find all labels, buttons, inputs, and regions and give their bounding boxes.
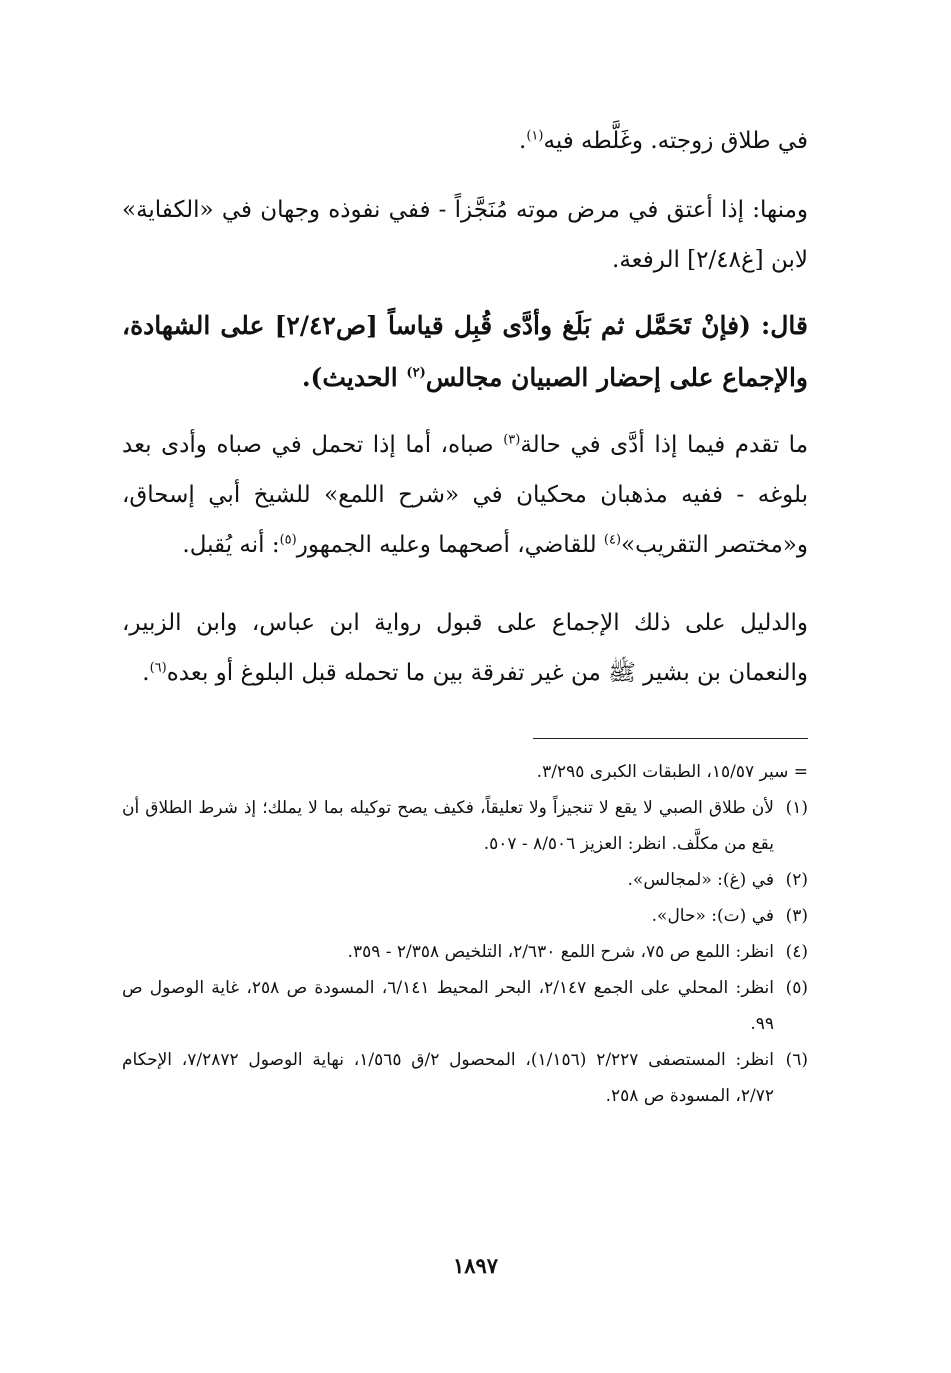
paragraph-1-text: في طلاق زوجته. وغَلَّطه فيه (543, 128, 808, 154)
footnote-ref-5: (٥) (279, 532, 297, 548)
paragraph-3-text-a: قال: (فإنْ تَحَمَّل ثم بَلَغ وأدَّى قُبِل قياساً [ص٢/٤٢] على الشهادة، والإجماع على إحضار الصبيان مجالس (122, 311, 808, 392)
footnote-item (122, 862, 808, 898)
footnote-ref-6: (٦) (149, 660, 167, 676)
paragraph-3-quote (122, 300, 808, 404)
footnote-ref-2: (٢) (406, 365, 426, 381)
footnote-item (122, 934, 808, 970)
paragraph-4-text-d: : أنه يُقبل. (182, 532, 280, 558)
footnote-item (122, 1042, 808, 1114)
footnote-number: (٥) (785, 978, 808, 998)
footnote-item (122, 898, 808, 934)
paragraph-2-text: ومنها: إذا أعتق في مرض موته مُنَجَّزاً - ففي نفوذه وجهان في «الكفاية» لابن [غ٢/٤٨] الرفعة. (122, 197, 808, 273)
footnote-number: (٤) (785, 942, 808, 962)
footnote-item (122, 970, 808, 1042)
footnote-text: انظر: المستصفى ٢/٢٢٧ (١/١٥٦)، المحصول ٢/ق ١/٥٦٥، نهاية الوصول ٧/٢٨٧٢، الإحكام ٢/٧٢، المسودة ص ٢٥٨. (122, 1050, 774, 1106)
paragraph-5-text: والدليل على ذلك الإجماع على قبول رواية ابن عباس، وابن الزبير، والنعمان بن بشير ﷺ من غير تفرقة بين ما تحمله قبل البلوغ أو بعده (122, 610, 808, 686)
footnote-item (122, 790, 808, 862)
footnotes (122, 754, 808, 1114)
paragraph-5 (122, 598, 808, 698)
page-number: ١٨٩٧ (452, 1253, 499, 1278)
paragraph-4-text-a: ما تقدم فيما إذا أدَّى في حالة (520, 432, 809, 458)
footnote-ref-1: (١) (526, 128, 544, 144)
footnote-continuation: = سير ١٥/٥٧، الطبقات الكبرى ٣/٢٩٥. (536, 762, 808, 782)
paragraph-4-text-c: للقاضي، أصحهما وعليه الجمهور (296, 532, 597, 558)
footnote-ref-3: (٣) (503, 432, 521, 448)
footnote-text: في (غ): «لمجالس». (627, 870, 774, 890)
footnote-text: في (ت): «حال». (651, 906, 774, 926)
footnote-ref-4: (٤) (603, 532, 622, 548)
footnote-number: (٢) (785, 870, 808, 890)
paragraph-4 (122, 420, 808, 570)
footnote-number: (٣) (785, 906, 808, 926)
footnote-text: انظر: اللمع ص ٧٥، شرح اللمع ٢/٦٣٠، التلخيص ٢/٣٥٨ - ٣٥٩. (347, 942, 774, 962)
paragraph-1 (122, 116, 808, 166)
paragraph-2 (122, 185, 808, 285)
paragraph-4-text-b: صباه، أما إذا تحمل في صباه وأدى بعد بلوغه - ففيه مذهبان محكيان في «شرح اللمع» للشيخ أبي إسحاق، و«مختصر التقريب» (122, 432, 808, 558)
paragraph-5-end: . (142, 660, 150, 686)
footnote-number: (٦) (785, 1050, 808, 1070)
paragraph-1-end: . (519, 128, 527, 154)
footnote-text: لأن طلاق الصبي لا يقع لا تنجيزاً ولا تعليقاً، فكيف يصح توكيله بما لا يملك؛ إذ شرط الطلاق أن يقع من مكلَّف. انظر: العزيز ٨/٥٠٦ - ٥٠٧. (122, 798, 774, 854)
footnote-number: (١) (785, 798, 808, 818)
paragraph-3-text-b: الحديث). (301, 363, 398, 392)
footnote-separator (533, 738, 808, 739)
footnote-text: انظر: المحلي على الجمع ٢/١٤٧، البحر المحيط ٦/١٤١، المسودة ص ٢٥٨، غاية الوصول ص ٩٩. (122, 978, 774, 1034)
